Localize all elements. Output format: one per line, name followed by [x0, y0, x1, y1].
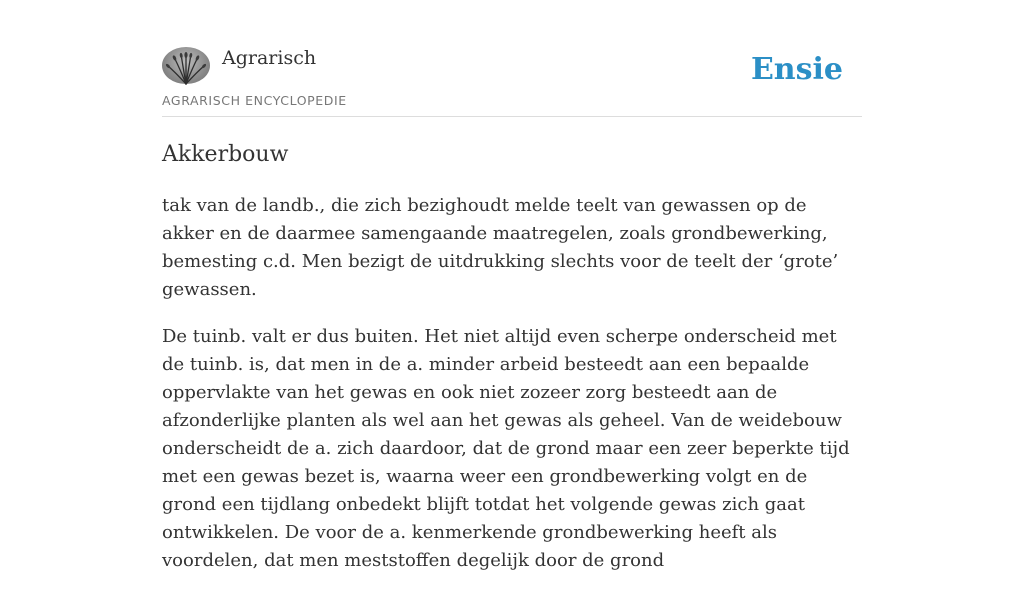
brand-logo-link[interactable]: Ensie	[750, 52, 843, 87]
article-title: Akkerbouw	[162, 142, 289, 167]
article-paragraph: De tuinb. valt er dus buiten. Het niet altijd even scherpe onderscheid met de tuinb. is, dat men in de a. minder arbeid besteedt aan een bepaalde oppervlakte van het gewas en ook niet zozeer zorg besteedt aan de afzonderlijke planten als wel aan het gewas als geheel. Van de weidebouw onderscheidt de a. zich daardoor, dat de grond maar een zeer beperkte tijd met een gewas bezet is, waarna weer een grondbewerking volgt en de grond een tijdlang onbedekt blijft totdat het volgende gewas zich gaat ontwikkelen. De voor de a. kenmerkende grondbewerking heeft als voordelen, dat men meststoffen degelijk door de grond	[162, 326, 850, 571]
site-header	[162, 46, 862, 117]
article-body	[162, 192, 862, 594]
wheat-logo-icon[interactable]	[162, 47, 210, 84]
article-paragraph: tak van de landb., die zich bezighoudt melde teelt van gewassen op de akker en de daarmee samengaande maatregelen, zoals grondbewerking, bemesting c.d. Men bezigt de uitdrukking slechts voor de teelt der ‘grote’ gewassen.	[162, 195, 839, 300]
site-subtitle: AGRARISCH ENCYCLOPEDIE	[162, 93, 347, 108]
site-name[interactable]: Agrarisch	[222, 47, 317, 69]
